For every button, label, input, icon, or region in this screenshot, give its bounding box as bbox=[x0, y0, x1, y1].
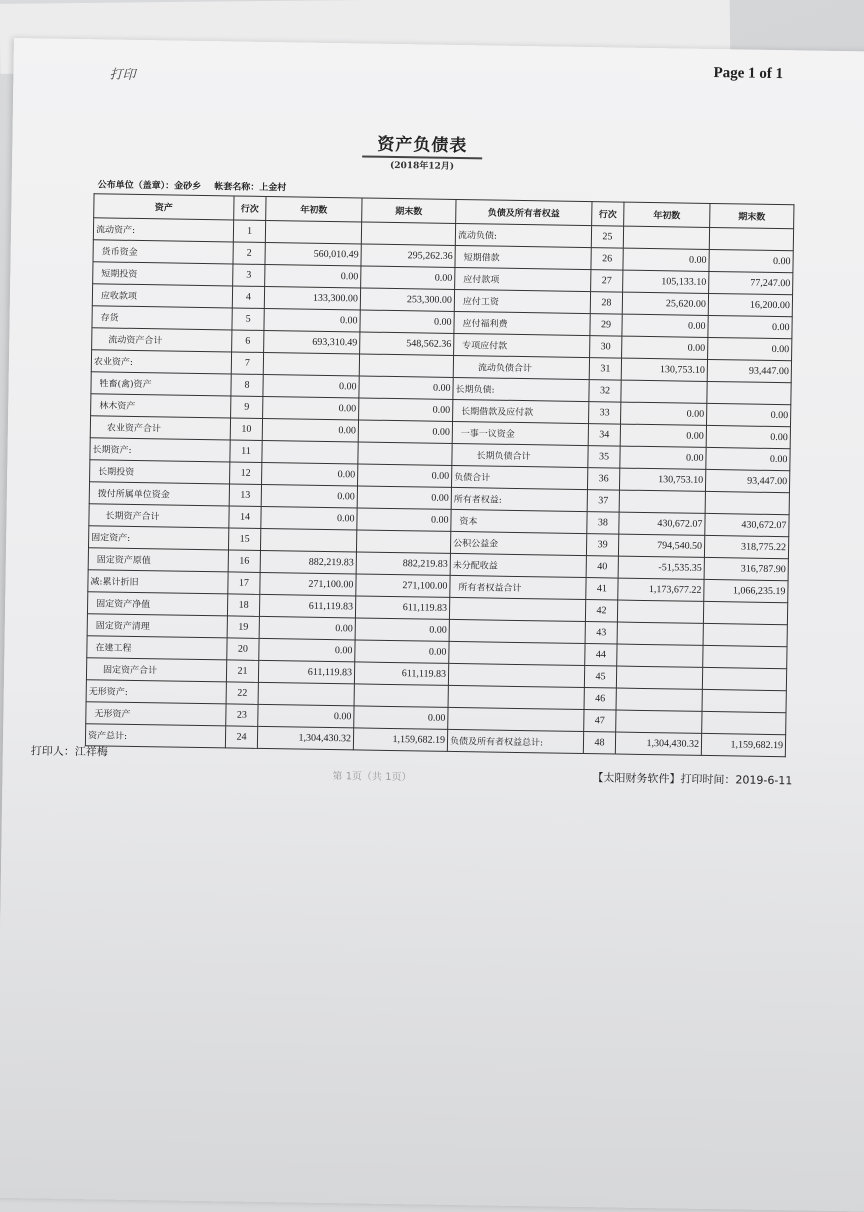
cell-l-begin bbox=[260, 528, 356, 552]
cell-l-item: 农业资产: bbox=[91, 350, 231, 374]
cell-r-item: 一事一议资金 bbox=[452, 421, 588, 445]
cell-l-end: 253,300.00 bbox=[360, 288, 454, 311]
cell-r-item: 专项应付款 bbox=[454, 333, 590, 357]
cell-l-end: 1,159,682.19 bbox=[353, 728, 447, 751]
cell-r-end bbox=[702, 711, 786, 734]
cell-r-line: 31 bbox=[589, 358, 621, 380]
cell-r-begin bbox=[619, 490, 705, 513]
cell-l-line: 7 bbox=[231, 352, 263, 374]
cell-r-item bbox=[448, 685, 584, 709]
cell-l-line: 5 bbox=[232, 308, 264, 330]
cell-l-end bbox=[361, 222, 455, 245]
cell-r-line: 33 bbox=[589, 402, 621, 424]
cell-l-end: 295,262.36 bbox=[361, 244, 455, 267]
cell-l-begin: 611,119.83 bbox=[259, 594, 355, 618]
cell-l-item: 固定资产合计 bbox=[86, 658, 226, 682]
cell-l-item: 资产总计: bbox=[85, 724, 225, 748]
cell-r-end bbox=[705, 491, 789, 514]
cell-r-item: 资本 bbox=[451, 509, 587, 533]
col-header: 行次 bbox=[592, 202, 624, 226]
cell-r-item bbox=[448, 707, 584, 731]
cell-l-begin: 1,304,430.32 bbox=[257, 726, 353, 750]
cell-l-end: 271,100.00 bbox=[356, 574, 450, 597]
cell-l-item: 固定资产: bbox=[89, 526, 229, 550]
cell-r-line: 46 bbox=[584, 688, 616, 710]
cell-l-begin: 0.00 bbox=[262, 462, 358, 486]
cell-l-begin: 611,119.83 bbox=[258, 660, 354, 684]
cell-l-item: 牲畜(禽)资产 bbox=[91, 372, 231, 396]
col-header: 年初数 bbox=[266, 196, 362, 222]
cell-l-begin: 0.00 bbox=[263, 374, 359, 398]
cell-l-end: 0.00 bbox=[354, 706, 448, 729]
cell-r-begin: 105,133.10 bbox=[623, 270, 709, 293]
cell-l-item: 林木资产 bbox=[91, 394, 231, 418]
cell-r-end: 0.00 bbox=[706, 447, 790, 470]
cell-l-line: 17 bbox=[228, 572, 260, 594]
cell-l-line: 2 bbox=[233, 242, 265, 264]
cell-r-line: 30 bbox=[590, 336, 622, 358]
cell-l-line: 14 bbox=[229, 506, 261, 528]
cell-r-line: 36 bbox=[587, 468, 619, 490]
cell-l-line: 10 bbox=[230, 418, 262, 440]
cell-r-item: 长期负债合计 bbox=[452, 443, 588, 467]
cell-l-item: 流动资产合计 bbox=[92, 328, 232, 352]
cell-l-begin: 0.00 bbox=[258, 704, 354, 728]
cell-l-end bbox=[354, 684, 448, 707]
cell-l-begin: 0.00 bbox=[262, 418, 358, 442]
cell-r-begin: 430,672.07 bbox=[619, 512, 705, 535]
cell-r-item: 流动负债合计 bbox=[453, 355, 589, 379]
printer-name: 打印人：江祥梅 bbox=[30, 744, 108, 759]
cell-r-item: 负债合计 bbox=[451, 465, 587, 489]
cell-l-begin bbox=[263, 352, 359, 376]
cell-r-begin: 1,173,677.22 bbox=[618, 578, 704, 601]
cell-l-end: 0.00 bbox=[360, 310, 454, 333]
cell-r-end bbox=[703, 623, 787, 646]
cell-r-end: 0.00 bbox=[709, 249, 793, 272]
cell-l-line: 18 bbox=[227, 594, 259, 616]
cell-l-line: 13 bbox=[229, 484, 261, 506]
cell-r-item: 负债及所有者权益总计: bbox=[447, 729, 583, 753]
cell-r-line: 42 bbox=[585, 600, 617, 622]
cell-l-line: 4 bbox=[232, 286, 264, 308]
col-header: 资产 bbox=[94, 194, 234, 220]
cell-l-begin bbox=[265, 220, 361, 244]
page-label: Page 1 of 1 bbox=[713, 64, 784, 83]
cell-l-begin: 560,010.49 bbox=[265, 242, 361, 266]
cell-r-begin: 0.00 bbox=[620, 424, 706, 447]
cell-r-item: 所有者权益: bbox=[451, 487, 587, 511]
cell-r-begin bbox=[616, 710, 702, 733]
cell-r-end bbox=[707, 381, 791, 404]
cell-l-begin: 0.00 bbox=[261, 506, 357, 530]
cell-l-line: 1 bbox=[233, 220, 265, 242]
page-number: 第 1页（共 1页） bbox=[332, 771, 412, 784]
cell-r-item bbox=[449, 641, 585, 665]
cell-r-end: 0.00 bbox=[706, 425, 790, 448]
cell-l-end: 0.00 bbox=[355, 618, 449, 641]
cell-l-begin: 882,219.83 bbox=[260, 550, 356, 574]
cell-r-item bbox=[448, 663, 584, 687]
document-date: (2018年12月) bbox=[389, 160, 455, 172]
col-header: 年初数 bbox=[624, 202, 710, 227]
cell-r-line: 48 bbox=[583, 732, 615, 754]
cell-l-end: 0.00 bbox=[357, 508, 451, 531]
cell-l-item: 固定资产净值 bbox=[87, 592, 227, 616]
cell-l-item: 无形资产 bbox=[86, 702, 226, 726]
cell-r-item: 应付款项 bbox=[455, 267, 591, 291]
cell-r-end: 430,672.07 bbox=[705, 513, 789, 536]
cell-r-begin: 1,304,430.32 bbox=[615, 732, 701, 755]
cell-r-line: 40 bbox=[586, 556, 618, 578]
cell-l-item: 长期资产合计 bbox=[89, 504, 229, 528]
cell-r-end bbox=[702, 689, 786, 712]
cell-l-line: 11 bbox=[230, 440, 262, 462]
cell-r-begin bbox=[621, 380, 707, 403]
cell-l-line: 19 bbox=[227, 616, 259, 638]
cell-l-item: 固定资产清理 bbox=[87, 614, 227, 638]
cell-l-item: 应收款项 bbox=[92, 284, 232, 308]
cell-l-begin: 0.00 bbox=[263, 396, 359, 420]
cell-r-begin: 130,753.10 bbox=[621, 358, 707, 381]
cell-r-item: 应付福利费 bbox=[454, 311, 590, 335]
cell-l-end bbox=[356, 530, 450, 553]
cell-l-item: 长期资产: bbox=[90, 438, 230, 462]
cell-r-end: 93,447.00 bbox=[707, 359, 791, 382]
cell-r-begin: -51,535.35 bbox=[618, 556, 704, 579]
cell-r-begin: 0.00 bbox=[623, 248, 709, 271]
cell-r-line: 41 bbox=[586, 578, 618, 600]
cell-r-begin bbox=[616, 688, 702, 711]
cell-r-item: 长期借款及应付款 bbox=[453, 399, 589, 423]
print-label: 打印 bbox=[109, 67, 136, 83]
cell-r-end: 318,775.22 bbox=[704, 535, 788, 558]
cell-r-end: 1,159,682.19 bbox=[701, 733, 785, 756]
cell-l-item: 短期投资 bbox=[93, 262, 233, 286]
cell-l-end: 0.00 bbox=[355, 640, 449, 663]
cell-l-item: 拨付所属单位资金 bbox=[89, 482, 229, 506]
cell-r-line: 28 bbox=[590, 292, 622, 314]
cell-r-item: 长期负债: bbox=[453, 377, 589, 401]
cell-r-end: 0.00 bbox=[707, 403, 791, 426]
cell-l-line: 12 bbox=[230, 462, 262, 484]
cell-l-begin: 0.00 bbox=[264, 308, 360, 332]
cell-r-begin: 0.00 bbox=[622, 314, 708, 337]
cell-r-item: 公积公益金 bbox=[450, 531, 586, 555]
cell-r-line: 44 bbox=[585, 644, 617, 666]
cell-r-line: 43 bbox=[585, 622, 617, 644]
cell-r-begin bbox=[616, 666, 702, 689]
col-header: 期末数 bbox=[362, 198, 456, 223]
cell-l-end: 0.00 bbox=[359, 398, 453, 421]
cell-l-begin: 0.00 bbox=[259, 638, 355, 662]
cell-l-end bbox=[358, 442, 452, 465]
cell-r-end: 77,247.00 bbox=[709, 271, 793, 294]
cell-l-line: 9 bbox=[231, 396, 263, 418]
col-header: 负债及所有者权益 bbox=[456, 199, 592, 225]
cell-r-begin: 130,753.10 bbox=[619, 468, 705, 491]
cell-r-end: 93,447.00 bbox=[705, 469, 789, 492]
cell-l-item: 固定资产原值 bbox=[88, 548, 228, 572]
cell-r-begin: 794,540.50 bbox=[618, 534, 704, 557]
document-title: 资产负债表 bbox=[362, 129, 482, 159]
cell-r-begin bbox=[623, 226, 709, 249]
cell-r-end: 1,066,235.19 bbox=[704, 579, 788, 602]
cell-l-end bbox=[359, 354, 453, 377]
cell-r-end bbox=[703, 601, 787, 624]
cell-l-end: 0.00 bbox=[357, 486, 451, 509]
unit-line bbox=[98, 177, 297, 193]
cell-l-end: 0.00 bbox=[358, 464, 452, 487]
cell-r-line: 35 bbox=[588, 446, 620, 468]
cell-r-end bbox=[703, 645, 787, 668]
cell-l-end: 611,119.83 bbox=[355, 596, 449, 619]
cell-r-end bbox=[709, 227, 793, 250]
cell-l-end: 882,219.83 bbox=[356, 552, 450, 575]
cell-l-line: 16 bbox=[228, 550, 260, 572]
cell-r-line: 25 bbox=[591, 226, 623, 248]
cell-r-line: 45 bbox=[584, 666, 616, 688]
cell-l-begin bbox=[258, 682, 354, 706]
cell-l-end: 611,119.83 bbox=[354, 662, 448, 685]
cell-l-item: 货币资金 bbox=[93, 240, 233, 264]
cell-l-item: 在建工程 bbox=[87, 636, 227, 660]
cell-r-line: 37 bbox=[587, 490, 619, 512]
cell-l-line: 6 bbox=[232, 330, 264, 352]
col-header: 期末数 bbox=[710, 203, 794, 228]
cell-l-item: 长期投资 bbox=[90, 460, 230, 484]
cell-l-item: 无形资产: bbox=[86, 680, 226, 704]
cell-r-begin bbox=[617, 600, 703, 623]
cell-r-begin: 0.00 bbox=[621, 402, 707, 425]
cell-l-end: 0.00 bbox=[361, 266, 455, 289]
cell-l-end: 0.00 bbox=[359, 376, 453, 399]
cell-l-begin: 0.00 bbox=[259, 616, 355, 640]
cell-l-item: 减:累计折旧 bbox=[88, 570, 228, 594]
cell-r-item: 应付工资 bbox=[454, 289, 590, 313]
account-label: 帐套名称：上金村 bbox=[214, 182, 287, 194]
cell-l-item: 存货 bbox=[92, 306, 232, 330]
cell-r-begin: 25,620.00 bbox=[622, 292, 708, 315]
cell-l-line: 15 bbox=[228, 528, 260, 550]
cell-r-item: 未分配收益 bbox=[450, 553, 586, 577]
cell-l-line: 20 bbox=[227, 638, 259, 660]
cell-r-begin: 0.00 bbox=[622, 336, 708, 359]
cell-l-line: 3 bbox=[233, 264, 265, 286]
software-print-time: 【太阳财务软件】打印时间：2019-6-11 bbox=[592, 771, 793, 788]
cell-l-begin: 133,300.00 bbox=[264, 286, 360, 310]
cell-l-line: 22 bbox=[226, 682, 258, 704]
cell-r-begin: 0.00 bbox=[620, 446, 706, 469]
balance-sheet-table bbox=[85, 193, 795, 757]
balance-sheet-paper bbox=[0, 38, 864, 1212]
cell-l-line: 21 bbox=[226, 660, 258, 682]
cell-r-line: 26 bbox=[591, 248, 623, 270]
cell-r-line: 39 bbox=[586, 534, 618, 556]
cell-l-line: 23 bbox=[226, 704, 258, 726]
cell-r-item: 流动负债: bbox=[455, 223, 591, 247]
cell-l-begin: 0.00 bbox=[265, 264, 361, 288]
cell-l-begin bbox=[262, 440, 358, 464]
cell-r-line: 27 bbox=[591, 270, 623, 292]
cell-r-line: 34 bbox=[588, 424, 620, 446]
cell-r-item: 所有者权益合计 bbox=[450, 575, 586, 599]
cell-r-item bbox=[449, 619, 585, 643]
cell-l-end: 548,562.36 bbox=[360, 332, 454, 355]
cell-r-begin bbox=[617, 622, 703, 645]
cell-l-line: 8 bbox=[231, 374, 263, 396]
cell-l-item: 农业资产合计 bbox=[90, 416, 230, 440]
cell-l-item: 流动资产: bbox=[93, 218, 233, 242]
cell-r-end: 316,787.90 bbox=[704, 557, 788, 580]
col-header: 行次 bbox=[234, 196, 266, 220]
cell-r-end: 0.00 bbox=[708, 315, 792, 338]
cell-l-end: 0.00 bbox=[358, 420, 452, 443]
table-body bbox=[85, 218, 793, 757]
cell-l-begin: 693,310.49 bbox=[264, 330, 360, 354]
cell-r-item bbox=[449, 597, 585, 621]
unit-label: 公布单位（盖章）：金砂乡 bbox=[97, 180, 202, 192]
cell-r-end bbox=[702, 667, 786, 690]
cell-r-line: 32 bbox=[589, 380, 621, 402]
cell-r-line: 38 bbox=[587, 512, 619, 534]
cell-r-end: 16,200.00 bbox=[708, 293, 792, 316]
cell-l-line: 24 bbox=[225, 726, 257, 748]
cell-l-begin: 0.00 bbox=[261, 484, 357, 508]
cell-r-item: 短期借款 bbox=[455, 245, 591, 269]
cell-r-line: 29 bbox=[590, 314, 622, 336]
cell-r-end: 0.00 bbox=[708, 337, 792, 360]
cell-r-line: 47 bbox=[584, 710, 616, 732]
cell-l-begin: 271,100.00 bbox=[260, 572, 356, 596]
cell-r-begin bbox=[617, 644, 703, 667]
